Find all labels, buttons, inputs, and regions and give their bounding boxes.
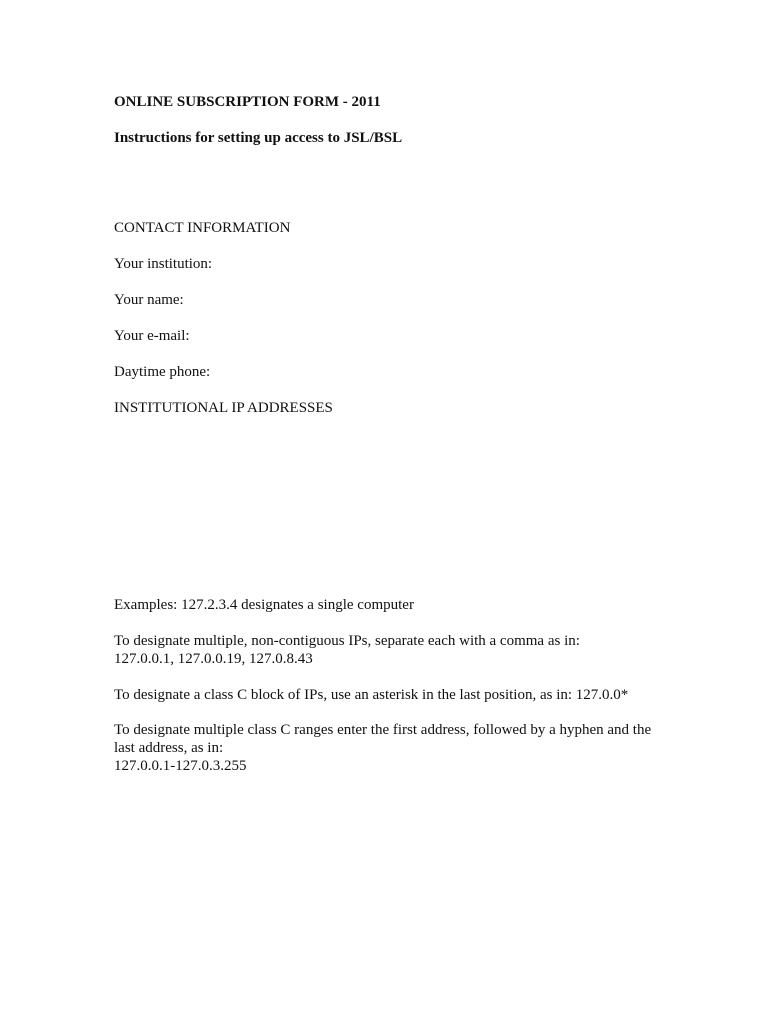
form-title: ONLINE SUBSCRIPTION FORM - 2011 xyxy=(114,94,381,110)
contact-heading: CONTACT INFORMATION xyxy=(114,220,291,236)
name-label: Your name: xyxy=(114,292,184,308)
example-multiple-ips: 127.0.0.1, 127.0.0.19, 127.0.8.43 xyxy=(114,651,313,667)
ip-heading: INSTITUTIONAL IP ADDRESSES xyxy=(114,400,333,416)
example-multiple-intro: To designate multiple, non-contiguous IPs, separate each with a comma as in: xyxy=(114,633,580,649)
example-range-value: 127.0.0.1-127.0.3.255 xyxy=(114,758,247,774)
example-ranges-intro-line2: last address, as in: xyxy=(114,740,224,756)
email-label: Your e-mail: xyxy=(114,328,190,344)
example-ranges-intro-line1: To designate multiple class C ranges enter the first address, followed by a hyphen and the xyxy=(114,722,652,738)
example-single: Examples: 127.2.3.4 designates a single computer xyxy=(114,597,414,613)
form-subtitle: Instructions for setting up access to JSL/BSL xyxy=(114,130,403,146)
phone-label: Daytime phone: xyxy=(114,364,211,380)
example-class-c: To designate a class C block of IPs, use an asterisk in the last position, as in: 127.0.0* xyxy=(114,687,629,703)
institution-label: Your institution: xyxy=(114,256,213,272)
